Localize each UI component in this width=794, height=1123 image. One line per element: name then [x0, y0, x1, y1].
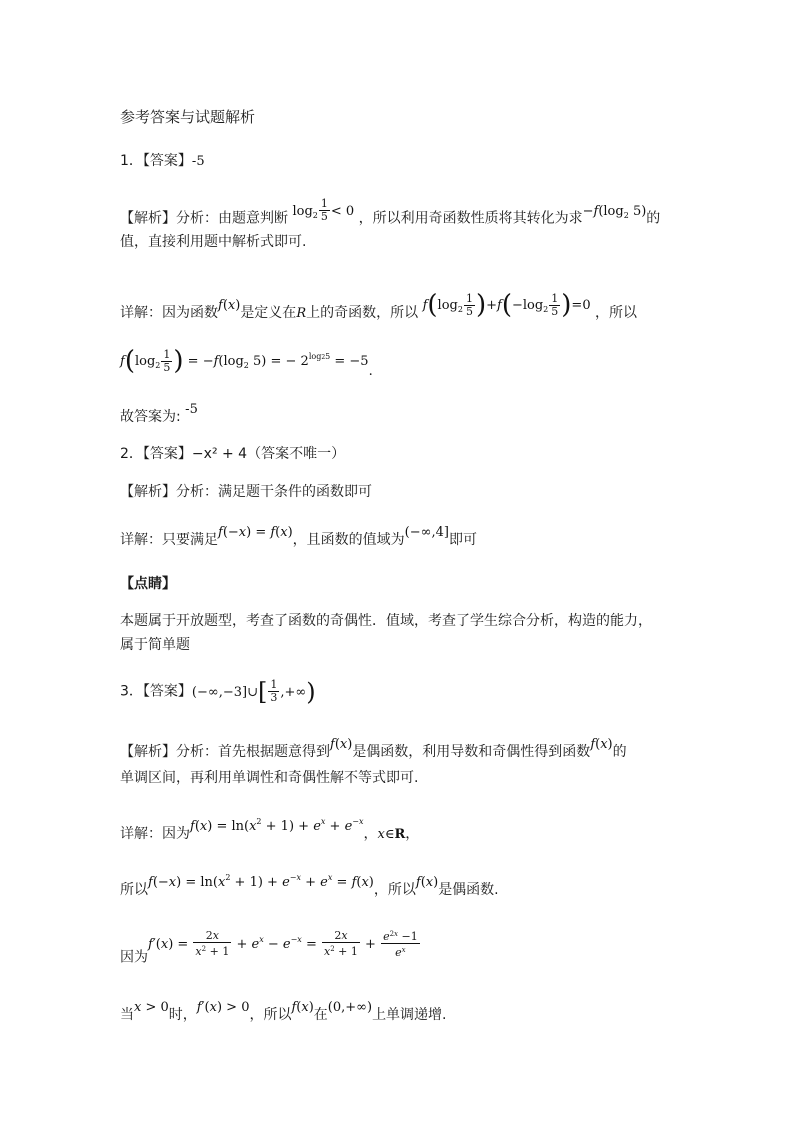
q2-analysis: 【解析】分析：满足题干条件的函数即可	[120, 484, 372, 500]
q3-analysis: 【解析】分析：首先根据题意得到f(x)是偶函数，利用导数和奇偶性得到函数f(x)的	[120, 737, 627, 760]
q3-derivative: 因为f′(x) = $\frac{2x}{x^2 + 1}$ + $e^x - e^{-x}$ = $\frac{2x}{x^2 + 1}$ + $\frac{e^{2x} -1}{e^x}$	[120, 942, 421, 973]
q3-derivative-expr: f′(x) = $\frac{2x}{x^2 + 1}$ + $e^x - e^{-x}$ = $\frac{2x}{x^2 + 1}$ + $\frac{e^{2x} -1}{e^x}$	[148, 928, 418, 959]
q2-comment-line2: 属于简单题	[120, 637, 190, 653]
q1-final-value: -5	[185, 402, 198, 417]
q3-monotonic: 当x > 0时，f′(x) > 0，所以f(x)在(0,+∞)上单调递增.	[120, 1000, 447, 1023]
q3-answer: 3．【答案】(−∞,−3]∪[ $\frac{1}{3}$ ,+∞)	[120, 677, 316, 706]
q1-answer-value: -5	[191, 154, 205, 169]
q2-dianjing: 【点睛】	[120, 576, 176, 592]
q1-detail: 详解：因为函数f(x)是定义在R上的奇函数，所以 $f(\log_2$ $\frac{1}{5}$ )$+f(-\log_2$ $\frac{1}{5}$ )=0 ，所以	[120, 290, 638, 321]
page-title: 参考答案与试题解析	[120, 108, 256, 126]
q2-answer-value: −x² + 4（答案不唯一）	[191, 446, 346, 462]
q1-log-inequality: $\log_2$ $\frac{1}{5}$ < 0	[292, 197, 355, 223]
q3-function-def: $f(x) = \ln(x^2 + 1) + e^x + e^{-x}$	[190, 817, 364, 834]
q2-range: (−∞,4]	[404, 525, 449, 540]
q1-calc: $f(\log_2$ $\frac{1}{5}$ ) = $-f(\log_2$ 5) = − $2^{log25} = -5$.	[120, 346, 373, 379]
q1-odd-identity: $f(\log_2$ $\frac{1}{5}$ )$+f(-\log_2$ $\frac{1}{5}$ )=0	[422, 290, 591, 320]
q3-answer-value: (−∞,−3]∪[ $\frac{1}{3}$ ,+∞)	[191, 677, 316, 706]
q1-fx: f(x)	[218, 298, 241, 313]
q1-analysis-line2: 值，直接利用题中解析式即可.	[120, 234, 307, 250]
q1-analysis: 【解析】分析：由题意判断 $\log_2$ $\frac{1}{5}$ < 0 ，所以利用奇函数性质将其转化为求$-f(\log_2$ 5)的	[120, 197, 661, 227]
q2-comment-line1: 本题属于开放题型，考查了函数的奇偶性．值域，考查了学生综合分析，构造的能力，	[120, 613, 652, 629]
q1-answer: 1．【答案】-5	[120, 153, 205, 169]
q1-final: 故答案为: -5	[120, 402, 198, 425]
q3-even-proof: 所以$f(-x) = \ln(x^2 + 1) + e^{-x} + e^x = f(x)$，所以f(x)是偶函数.	[120, 873, 499, 898]
q2-detail: 详解：只要满足f(−x) = f(x)，且函数的值域为(−∞,4]即可	[120, 525, 477, 548]
q2-even-condition: f(−x) = f(x)	[218, 525, 293, 540]
q2-answer: 2．【答案】−x² + 4（答案不唯一）	[120, 446, 346, 462]
q3-analysis-line2: 单调区间，再利用单调性和奇偶性解不等式即可.	[120, 770, 419, 786]
q3-detail: 详解：因为$f(x) = \ln(x^2 + 1) + e^x + e^{-x}$，x∈R，	[120, 817, 420, 842]
q1-target-expr: $-f(\log_2$ 5)	[582, 203, 647, 220]
